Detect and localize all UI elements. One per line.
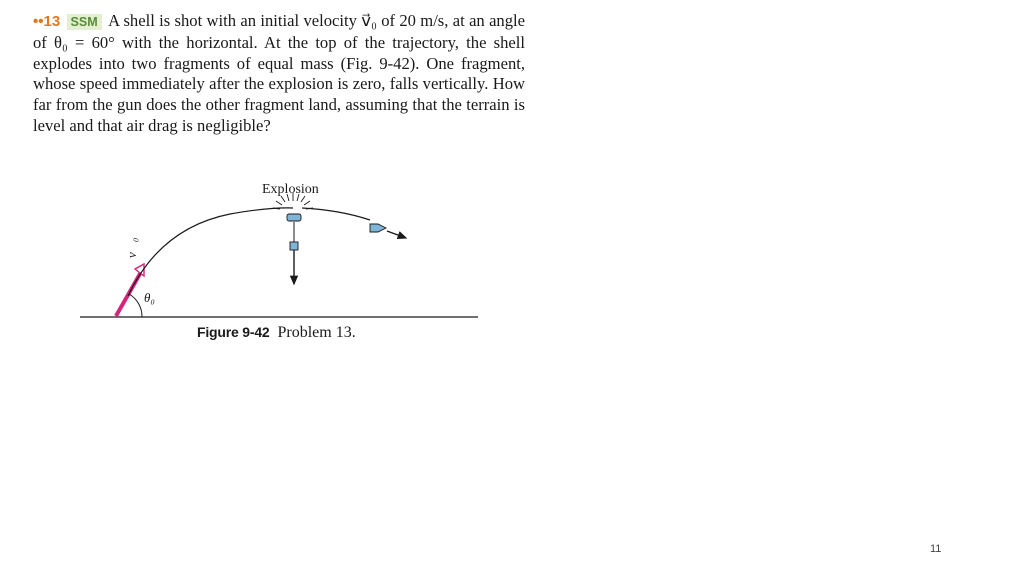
angle-arc <box>129 294 142 317</box>
velocity-label: v⃗₀ <box>124 237 139 258</box>
ssm-badge: SSM <box>67 14 102 30</box>
figure-9-42 <box>80 176 480 326</box>
problem-statement: A shell is shot with an initial velocity v⃗₀ of 20 m/s, at an angle of θ₀ = 60° with the horizontal. At the top of the trajectory, the shell explodes into two fragments of equal mass (Fig. 9-42). One fragment, whose speed immediately after the explosion is zero, falls vertically. How far from the gun does the other fragment land, assuming that the terrain is level and that air drag is negligible? <box>33 11 526 135</box>
moving-fragment <box>370 224 386 232</box>
figure-caption-text: Problem 13. <box>277 324 356 341</box>
trajectory-diagram <box>80 176 480 326</box>
angle-label: θ₀ <box>144 290 155 305</box>
falling-fragment <box>290 242 298 250</box>
page-number: 11 <box>930 543 942 555</box>
explosion-label: Explosion <box>262 182 319 197</box>
problem-text-block <box>33 11 525 137</box>
figure-caption <box>197 324 356 342</box>
trajectory-curve <box>128 208 293 296</box>
trajectory-continuation <box>302 208 370 220</box>
shell-at-apex <box>287 214 301 221</box>
moving-fragment-arrow <box>387 231 406 238</box>
figure-caption-label: Figure 9-42 <box>197 324 270 340</box>
problem-number: ••13 <box>33 13 61 30</box>
